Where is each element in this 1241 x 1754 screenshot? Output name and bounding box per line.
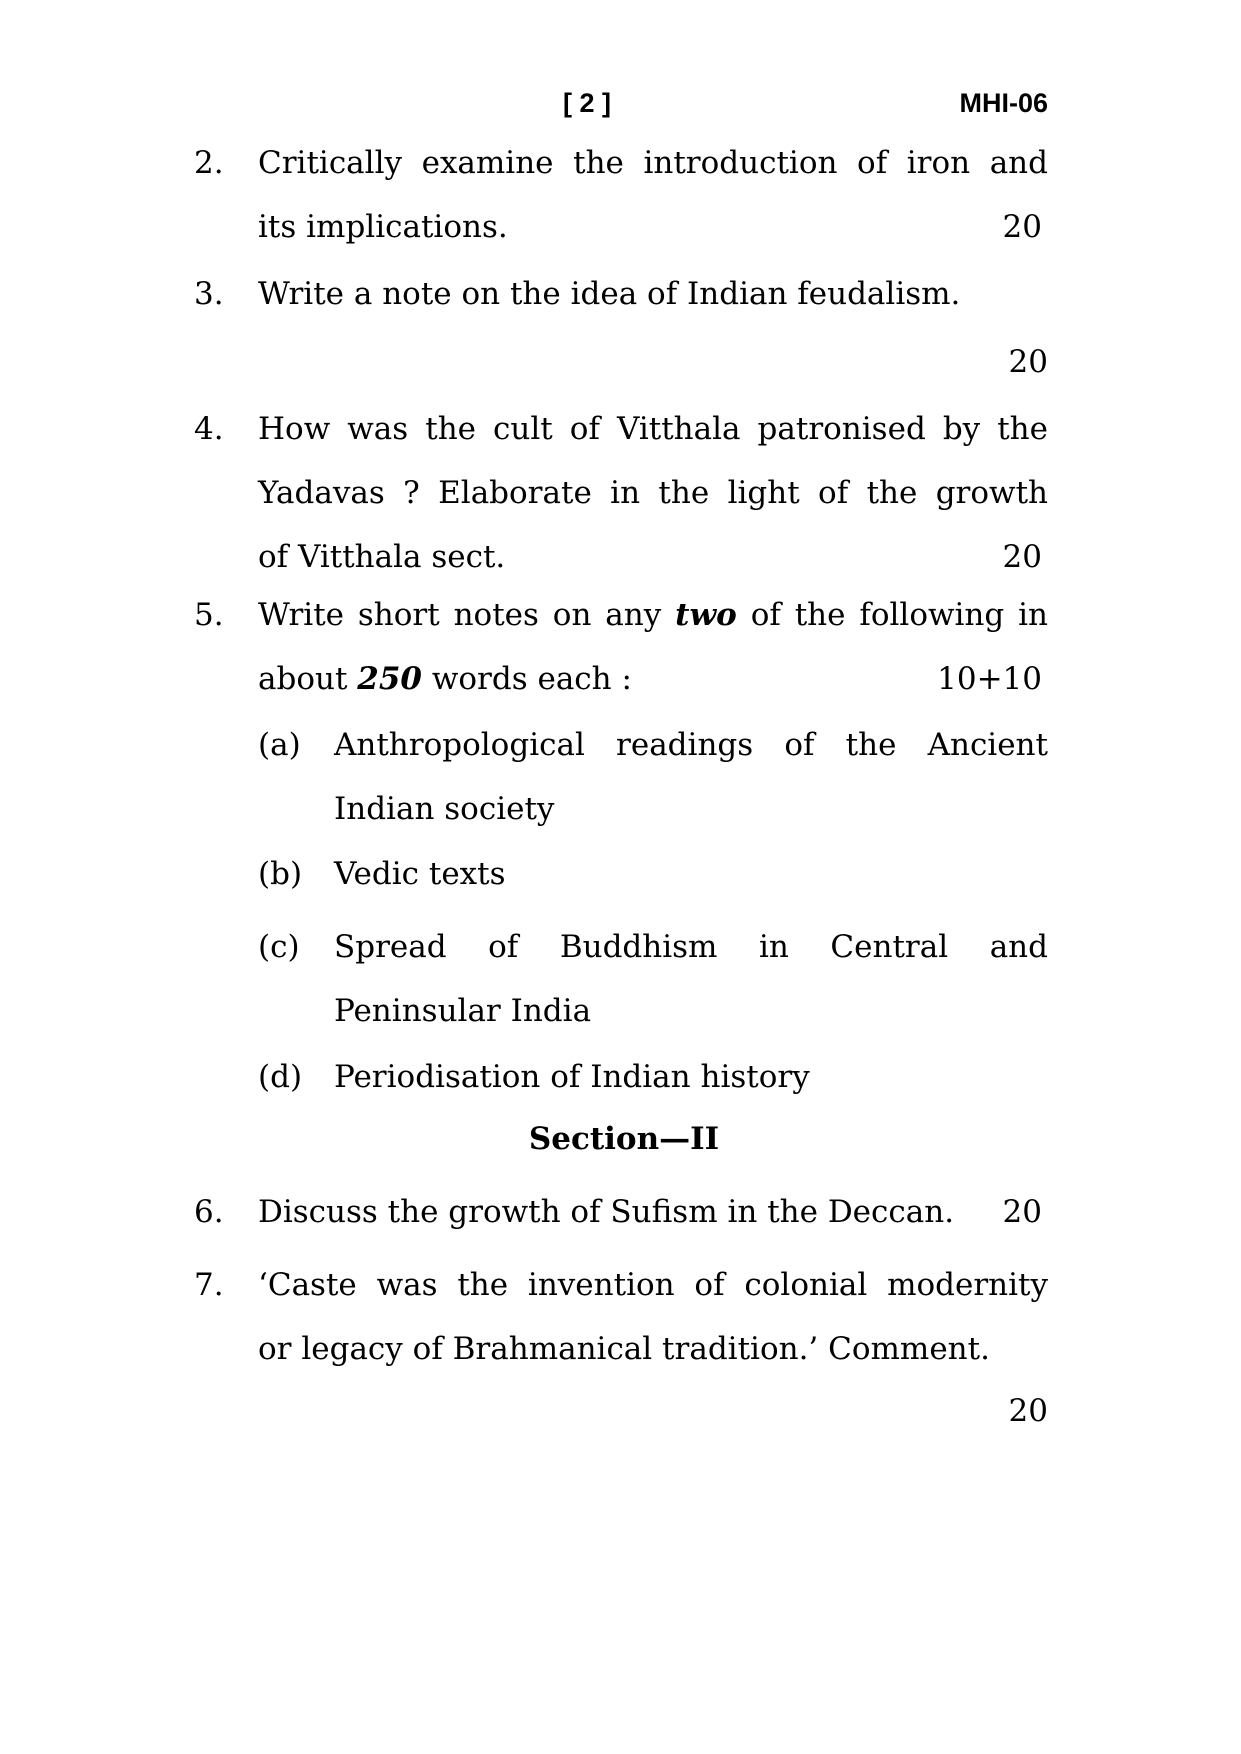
subpart-label: (d) bbox=[258, 1059, 303, 1095]
question-text-fragment: Write short notes on any bbox=[258, 597, 676, 633]
question-line: Critically examine the introduction of iron and bbox=[258, 145, 1048, 181]
subpart-label: (c) bbox=[258, 929, 300, 965]
question-text-fragment: words each : bbox=[422, 661, 632, 697]
emphasis-word-count: 250 bbox=[357, 661, 422, 697]
question-line: Write a note on the idea of Indian feudalism. bbox=[258, 276, 961, 312]
subpart-line: Spread of Buddhism in Central and bbox=[334, 929, 1048, 965]
emphasis-two: two bbox=[675, 597, 737, 633]
question-line: ‘Caste was the invention of colonial modernity bbox=[258, 1267, 1048, 1303]
marks: 10+10 bbox=[937, 661, 1042, 697]
question-text bbox=[258, 1253, 1048, 1443]
subpart-line: Anthropological readings of the Ancient bbox=[334, 727, 1048, 763]
question-text-fragment: about bbox=[258, 661, 358, 697]
marks: 20 bbox=[1008, 1393, 1048, 1429]
subpart-line: Indian society bbox=[334, 791, 555, 827]
question-number: 5. bbox=[194, 597, 224, 633]
question-number: 6. bbox=[194, 1194, 224, 1230]
question-line: Yadavas ? Elaborate in the light of the growth bbox=[258, 475, 1048, 511]
question-text bbox=[258, 397, 1048, 589]
subpart-text bbox=[334, 915, 1048, 1043]
subpart-line: Periodisation of Indian history bbox=[334, 1059, 810, 1095]
question-text bbox=[258, 1180, 1048, 1244]
question-line: Discuss the growth of Sufism in the Deccan. bbox=[258, 1194, 955, 1230]
question-number: 4. bbox=[194, 411, 224, 447]
marks: 20 bbox=[1002, 209, 1042, 245]
question-line-with-marks bbox=[258, 195, 1048, 259]
question-text bbox=[258, 262, 1048, 394]
question-number: 7. bbox=[194, 1267, 224, 1303]
subpart-text bbox=[334, 842, 1048, 906]
subpart-label: (b) bbox=[258, 856, 303, 892]
section-heading: Section—II bbox=[528, 1121, 720, 1157]
question-text bbox=[258, 131, 1048, 259]
subpart-line: Vedic texts bbox=[334, 856, 506, 892]
question-line-with-marks bbox=[258, 525, 1048, 589]
subpart-line: Peninsular India bbox=[334, 993, 592, 1029]
question-line: How was the cult of Vitthala patronised by the bbox=[258, 411, 1048, 447]
question-text bbox=[258, 583, 1048, 711]
subpart-text bbox=[334, 1045, 1048, 1109]
marks: 20 bbox=[1002, 1194, 1042, 1230]
question-line bbox=[258, 661, 632, 697]
marks: 20 bbox=[1008, 344, 1048, 380]
question-number: 3. bbox=[194, 276, 224, 312]
page-header bbox=[0, 88, 1241, 128]
question-line: its implications. bbox=[258, 209, 508, 245]
subpart-text bbox=[334, 713, 1048, 841]
question-line bbox=[258, 583, 1048, 647]
page-number: [ 2 ] bbox=[563, 88, 612, 118]
paper-code: MHI-06 bbox=[959, 88, 1048, 118]
question-text-fragment: of the following in bbox=[736, 597, 1049, 633]
question-number: 2. bbox=[194, 145, 224, 181]
marks: 20 bbox=[1002, 539, 1042, 575]
question-line: of Vitthala sect. bbox=[258, 539, 506, 575]
question-line-with-marks bbox=[258, 1180, 1048, 1244]
question-line: or legacy of Brahmanical tradition.’ Comment. bbox=[258, 1331, 990, 1367]
subpart-label: (a) bbox=[258, 727, 301, 763]
question-line-with-marks bbox=[258, 647, 1048, 711]
